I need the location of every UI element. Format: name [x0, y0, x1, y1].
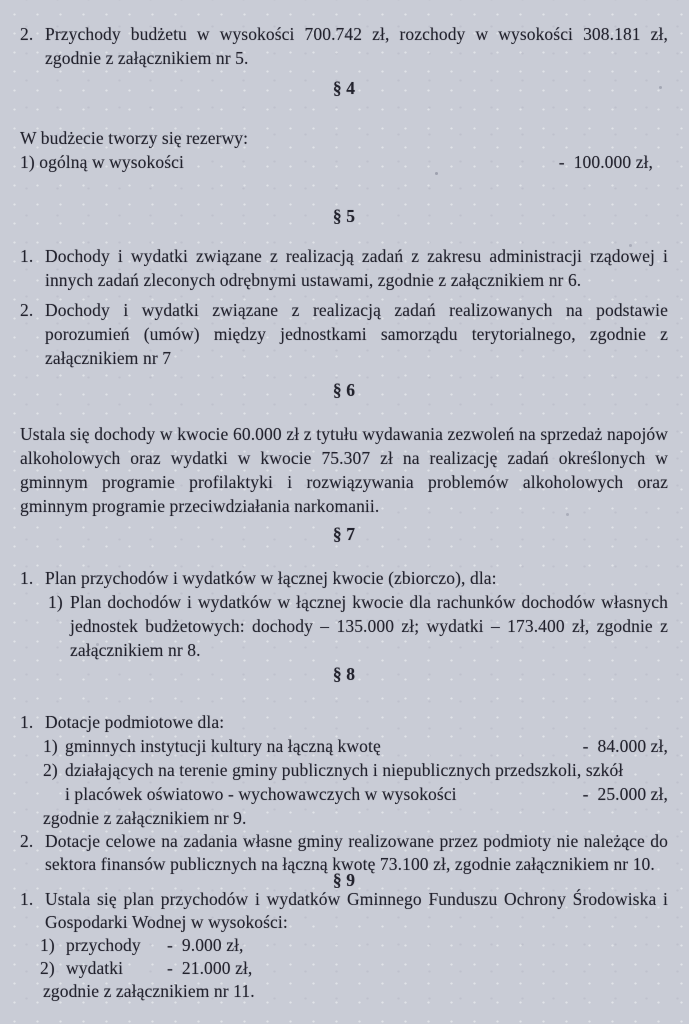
list-marker: 1. — [20, 889, 34, 909]
list-item-env-fund — [20, 888, 668, 934]
attachment-note-11: zgodnie z załącznikiem nr 11. — [43, 981, 255, 1001]
scan-speck — [566, 513, 569, 516]
sub-item-own-accounts-text: Plan dochodów i wydatków w łącznej kwocie dla rachunków dochodów własnych jednostek budżetowych: dochody – 135.000 zł; wydatki – 173.400 zł, zgodnie z załącznikiem nr 8. — [70, 592, 668, 660]
subsidy-schools-text: działających na terenie gminy publicznych i niepublicznych przedszkoli, szkół — [65, 760, 624, 780]
list-marker: 2. — [20, 831, 34, 851]
subsidy-culture-line — [43, 734, 668, 758]
reserve-general-label: 1) ogólną w wysokości — [20, 152, 184, 172]
section-header-4: § 4 — [332, 78, 356, 98]
reserve-general-line — [20, 150, 668, 174]
list-marker: 1. — [20, 568, 34, 588]
list-item-subsidies — [20, 710, 668, 734]
list-item-agreements — [20, 298, 668, 370]
list-item-targeted-subsidies-text: Dotacje celowe na zadania własne gminy realizowane przez podmioty nie należące do sektora finansów publicznych na łączną kwotę 73.100 zł, zgodnie załącznikiem nr 10. — [45, 831, 668, 874]
env-expenses-label: wydatki — [66, 958, 124, 978]
reserves-intro: W budżecie tworzy się rezerwy: — [20, 128, 249, 148]
subsidy-schools-label2: i placówek oświatowo - wychowawczych w wysokości — [65, 784, 457, 804]
section-header-5: § 5 — [332, 206, 356, 226]
sub-marker: 1) — [48, 592, 63, 612]
sub-marker: 1) — [40, 935, 55, 955]
env-expenses-amount: - 21.000 zł, — [167, 958, 253, 978]
subsidy-schools-line2 — [65, 782, 668, 806]
scan-speck — [659, 86, 662, 89]
sub-marker: 2) — [43, 760, 58, 780]
env-revenues-line — [40, 934, 668, 957]
env-expenses-line — [40, 957, 668, 980]
subsidy-schools-line1 — [43, 758, 668, 782]
section-header-6: § 6 — [332, 380, 356, 400]
list-item-gov-tasks — [20, 244, 668, 292]
sub-item-own-accounts — [48, 590, 668, 662]
alcohol-paragraph: Ustala się dochody w kwocie 60.000 zł z tytułu wydawania zezwoleń na sprzedaż napojów alkoholowych oraz wydatki w kwocie 75.307 zł na realizację zadań określonych w gminnym programie profilaktyki i rozwiązywania problemów alkoholowych oraz gminnym programie przeciwdziałania narkomanii. — [20, 424, 668, 516]
list-item-subsidies-text: Dotacje podmiotowe dla: — [45, 712, 225, 732]
reserve-general-amount: - 100.000 zł, — [558, 152, 653, 172]
scan-speck — [435, 172, 438, 175]
scan-speck — [96, 643, 99, 646]
section-header-7: § 7 — [332, 524, 356, 544]
section-header-8: § 8 — [332, 664, 356, 684]
env-revenues-amount: - 9.000 zł, — [167, 935, 244, 955]
list-item-agreements-text: Dochody i wydatki związane z realizacją zadań realizowanych na podstawie porozumień (umów) między jednostkami samorządu terytorialnego, zgodnie z załącznikiem nr 7 — [45, 300, 668, 368]
list-item-gov-tasks-text: Dochody i wydatki związane z realizacją zadań z zakresu administracji rządowej i innych zadań zleconych odrębnymi ustawami, zgodnie z załącznikiem nr 6. — [45, 246, 668, 290]
sub-marker: 2) — [40, 958, 55, 978]
env-revenues-label: przychody — [66, 935, 141, 955]
list-marker: 2. — [20, 24, 34, 44]
scan-speck — [345, 33, 348, 36]
scan-speck — [629, 244, 632, 247]
sub-marker: 1) — [43, 736, 58, 756]
list-item-plan — [20, 566, 668, 590]
list-marker: 1. — [20, 246, 34, 266]
list-item-budget — [20, 22, 668, 70]
list-marker: 2. — [20, 300, 34, 320]
subsidy-culture-label: gminnych instytucji kultury na łączną kwotę — [65, 736, 381, 756]
section-header-9: § 9 — [332, 870, 356, 890]
list-item-plan-text: Plan przychodów i wydatków w łącznej kwocie (zbiorczo), dla: — [45, 568, 497, 588]
subsidy-schools-amount: - 25.000 zł, — [582, 784, 668, 804]
list-marker: 1. — [20, 712, 34, 732]
list-item-env-fund-text: Ustala się plan przychodów i wydatków Gminnego Funduszu Ochrony Środowiska i Gospodarki Wodnej w wysokości: — [45, 889, 668, 932]
attachment-note-9: zgodnie z załącznikiem nr 9. — [43, 808, 247, 828]
subsidy-culture-amount: - 84.000 zł, — [582, 736, 668, 756]
list-item-budget-text: Przychody budżetu w wysokości 700.742 zł, rozchody w wysokości 308.181 zł, zgodnie z załącznikiem nr 5. — [45, 24, 668, 68]
